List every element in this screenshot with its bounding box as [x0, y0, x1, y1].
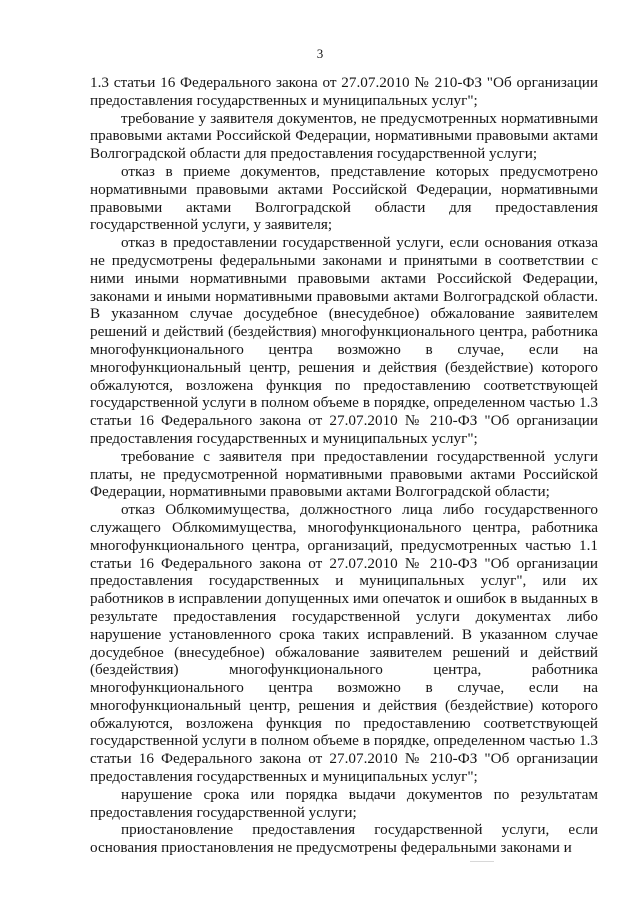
- paragraph-continuation: 1.3 статьи 16 Федерального закона от 27.07.2010 № 210-ФЗ "Об организации предоставления государственных и муниципальных услуг";: [90, 74, 598, 109]
- paragraph: требование с заявителя при предоставлении государственной услуги платы, не предусмотренной нормативными правовыми актами Российской Федерации, нормативными правовыми актами Волгоградской области;: [90, 447, 598, 501]
- paragraph: нарушение срока или порядка выдачи документов по результатам предоставления государственной услуги;: [90, 785, 598, 821]
- page-number: 3: [316, 46, 324, 61]
- paragraph: отказ Облкомимущества, должностного лица либо государственного служащего Облкомимущества, многофункционального центра, работника многофункционального центра, организаций, предусмотренных частью 1.1 статьи 16 Федерального закона от 27.07.2010 № 210-ФЗ "Об организации предоставления государственных и муниципальных услуг", или их работников в исправлении допущенных ими опечаток и ошибок в выданных в результате предоставления государственной услуги документах либо нарушение установленного срока таких исправлений. В указанном случае досудебное (внесудебное) обжалование заявителем решений и действий (бездействия) многофункционального центра, работника многофункционального центра возможно в случае, если на многофункциональный центр, решения и действия (бездействие) которого обжалуются, возложена функция по предоставлению соответствующей государственной услуги в полном объеме в порядке, определенном частью 1.3 статьи 16 Федерального закона от 27.07.2010 № 210-ФЗ "Об организации предоставления государственных и муниципальных услуг";: [90, 501, 598, 786]
- paragraph: требование у заявителя документов, не предусмотренных нормативными правовыми актами Российской Федерации, нормативными правовыми актами Волгоградской области для предоставления государственной услуги;: [90, 109, 598, 163]
- scan-artifact: [470, 861, 494, 862]
- paragraph: отказ в приеме документов, представление которых предусмотрено нормативными правовыми актами Российской Федерации, нормативными правовыми актами Волгоградской области для предоставления государственной услуги, у заявителя;: [90, 162, 598, 234]
- document-body: [90, 74, 598, 857]
- paragraph-truncated: приостановление предоставления государственной услуги, если основания приостановления не предусмотрены федеральными законами и: [90, 821, 598, 857]
- paragraph: отказ в предоставлении государственной услуги, если основания отказа не предусмотрены федеральными законами и принятыми в соответствии с ними иными нормативными правовыми актами Российской Федерации, законами и иными нормативными правовыми актами Волгоградской области. В указанном случае досудебное (внесудебное) обжалование заявителем решений и действий (бездействия) многофункционального центра, работника многофункционального центра возможно в случае, если на многофункциональный центр, решения и действия (бездействие) которого обжалуются, возложена функция по предоставлению соответствующей государственной услуги в полном объеме в порядке, определенном частью 1.3 статьи 16 Федерального закона от 27.07.2010 № 210-ФЗ "Об организации предоставления государственных и муниципальных услуг";: [90, 234, 598, 447]
